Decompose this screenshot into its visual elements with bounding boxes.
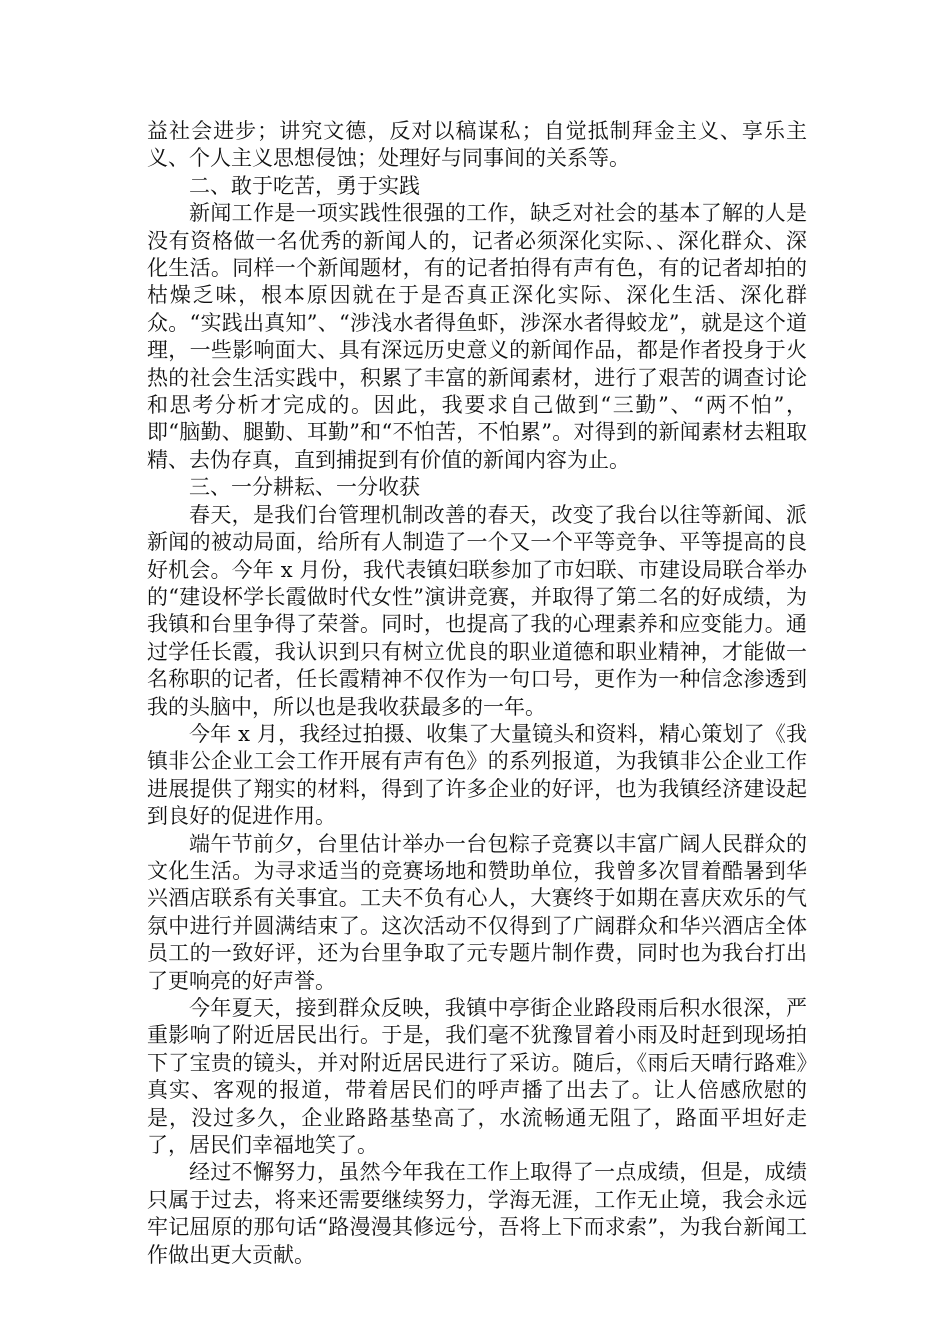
paragraph: 春天，是我们台管理机制改善的春天，改变了我台以往等新闻、派新闻的被动局面，给所有人制造了一个又一个平等竞争、平等提高的良好机会。今年 x 月份，我代表镇妇联参加了市妇联、市建设局联合举办的“建设杯学长霞做时代女性”演讲竞赛，并取得了第二名的好成绩，为我镇和台里争得了荣誉。同时，也提高了我的心理素养和应变能力。通过学任长霞，我认识到只有树立优良的职业道德和职业精神，才能做一名称职的记者，任长霞精神不仅作为一句口号，更作为一种信念渗透到我的头脑中，所以也是我收获最多的一年。 — [147, 502, 807, 719]
document-body — [147, 118, 807, 1269]
paragraph: 经过不懈努力，虽然今年我在工作上取得了一点成绩，但是，成绩只属于过去，将来还需要继续努力，学海无涯，工作无止境，我会永远牢记屈原的那句话“路漫漫其修远兮，吾将上下而求索”，为我台新闻工作做出更大贡献。 — [147, 1160, 807, 1267]
section-heading-2: 二、敢于吃苦，勇于实践 — [189, 173, 420, 198]
paragraph: 端午节前夕，台里估计举办一台包粽子竞赛以丰富广阔人民群众的文化生活。为寻求适当的竞赛场地和赞助单位，我曾多次冒着酷暑到华兴酒店联系有关事宜。工夫不负有心人，大赛终于如期在喜庆欢乐的气氛中进行并圆满结束了。这次活动不仅得到了广阔群众和华兴酒店全体员工的一致好评，还为台里争取了元专题片制作费，同时也为我台打出了更响亮的好声誉。 — [147, 831, 807, 993]
paragraph: 今年 x 月，我经过拍摄、收集了大量镜头和资料，精心策划了《我镇非公企业工会工作开展有声有色》的系列报道，为我镇非公企业工作进展提供了翔实的材料，得到了许多企业的好评，也为我镇经济建设起到良好的促进作用。 — [147, 721, 807, 829]
paragraph: 益社会进步；讲究文德，反对以稿谋私；自觉抵制拜金主义、享乐主义、个人主义思想侵蚀；处理好与同事间的关系等。 — [147, 119, 807, 171]
paragraph: 今年夏天，接到群众反映，我镇中亭街企业路段雨后积水很深，严重影响了附近居民出行。于是，我们毫不犹豫冒着小雨及时赶到现场拍下了宝贵的镜头，并对附近居民进行了采访。随后，《雨后天晴行路难》真实、客观的报道，带着居民们的呼声播了出去了。让人倍感欣慰的是，没过多久，企业路路基垫高了，水流畅通无阻了，路面平坦好走了，居民们幸福地笑了。 — [147, 996, 807, 1158]
section-heading-3: 三、一分耕耘、一分收获 — [189, 475, 420, 500]
paragraph: 新闻工作是一项实践性很强的工作，缺乏对社会的基本了解的人是没有资格做一名优秀的新闻人的，记者必须深化实际、、深化群众、深化生活。同样一个新闻题材，有的记者拍得有声有色，有的记者却拍的枯燥乏味，根本原因就在于是否真正深化实际、深化生活、深化群众。“实践出真知”、“涉浅水者得鱼虾，涉深水者得蛟龙”，就是这个道理，一些影响面大、具有深远历史意义的新闻作品，都是作者投身于火热的社会生活实践中，积累了丰富的新闻素材，进行了艰苦的调查讨论和思考分析才完成的。因此，我要求自己做到“三勤”、“两不怕”，即“脑勤、腿勤、耳勤”和“不怕苦，不怕累”。对得到的新闻素材去粗取精、去伪存真，直到捕捉到有价值的新闻内容为止。 — [147, 201, 807, 472]
